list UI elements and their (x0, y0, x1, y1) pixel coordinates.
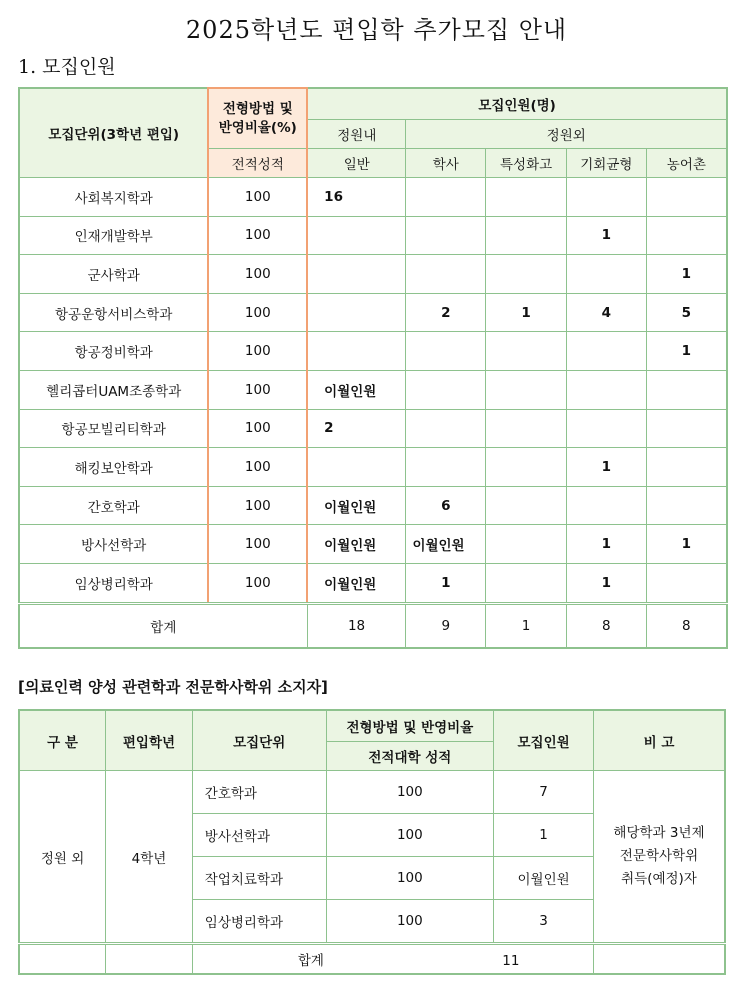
equity-cell: 1 (566, 216, 646, 255)
rural-cell: 1 (646, 255, 727, 294)
table-row (19, 255, 727, 294)
section-heading-quota: 1. 모집인원 (18, 56, 116, 78)
rural-cell (646, 178, 727, 217)
header-note: 비 고 (593, 710, 725, 771)
total-label: 합계 (19, 603, 307, 648)
general-cell: 2 (307, 409, 406, 448)
general-cell: 16 (307, 178, 406, 217)
vocational-cell (486, 525, 567, 564)
note-cell (593, 771, 725, 944)
quota-cell: 3 (494, 900, 594, 944)
unit-cell: 군사학과 (19, 255, 208, 294)
header-method-sub: 전적대학 성적 (326, 742, 494, 771)
unit-cell: 인재개발학부 (19, 216, 208, 255)
total-label: 합계 (297, 953, 324, 969)
unit-cell: 헬리콥터UAM조종학과 (19, 370, 208, 409)
ratio-cell: 100 (208, 448, 307, 487)
equity-cell: 1 (566, 563, 646, 603)
table-row (19, 409, 727, 448)
unit-cell: 간호학과 (19, 486, 208, 525)
ratio-cell: 100 (208, 216, 307, 255)
ratio-cell: 100 (208, 563, 307, 603)
category-cell: 정원 외 (19, 771, 106, 944)
vocational-cell (486, 563, 567, 603)
total-vocational: 1 (486, 603, 567, 648)
rural-cell (646, 370, 727, 409)
quota-cell: 이월인원 (494, 857, 594, 900)
general-cell (307, 448, 406, 487)
bachelor-cell: 이월인원 (406, 525, 486, 564)
table-row (19, 293, 727, 332)
total-empty (19, 944, 106, 975)
header-category: 구 분 (19, 710, 106, 771)
bachelor-cell (406, 216, 486, 255)
equity-cell (566, 255, 646, 294)
grade-cell: 4학년 (106, 771, 193, 944)
general-cell: 이월인원 (307, 563, 406, 603)
ratio-cell: 100 (326, 814, 494, 857)
total-general: 18 (307, 603, 406, 648)
quota-cell: 7 (494, 771, 594, 814)
table-row (19, 332, 727, 371)
general-cell: 이월인원 (307, 525, 406, 564)
unit-cell: 간호학과 (192, 771, 326, 814)
header-inner: 정원내 (307, 120, 406, 149)
equity-cell: 1 (566, 525, 646, 564)
bachelor-cell (406, 178, 486, 217)
header-grade: 편입학년 (106, 710, 193, 771)
unit-cell: 작업치료학과 (192, 857, 326, 900)
note-line: 해당학과 3년제 (613, 825, 705, 842)
header-col-general: 일반 (307, 149, 406, 178)
vocational-cell (486, 370, 567, 409)
general-cell (307, 255, 406, 294)
total-row-cell (192, 944, 593, 975)
rural-cell: 1 (646, 525, 727, 564)
header-col-bachelor: 학사 (406, 149, 486, 178)
total-quota: 11 (502, 953, 520, 969)
unit-cell: 임상병리학과 (192, 900, 326, 944)
bachelor-cell: 2 (406, 293, 486, 332)
note-line: 전문학사학위 (619, 848, 699, 865)
header-col-equity: 기회균형 (566, 149, 646, 178)
bachelor-cell: 6 (406, 486, 486, 525)
table-row (19, 216, 727, 255)
header-quota: 모집인원(명) (307, 88, 727, 120)
vocational-cell (486, 332, 567, 371)
table-row (19, 563, 727, 603)
header-col-vocational: 특성화고 (486, 149, 567, 178)
vocational-cell (486, 448, 567, 487)
equity-cell (566, 370, 646, 409)
unit-cell: 방사선학과 (19, 525, 208, 564)
ratio-cell: 100 (208, 409, 307, 448)
rural-cell: 1 (646, 332, 727, 371)
header-method-sub: 전적성적 (208, 149, 307, 178)
unit-cell: 항공모빌리티학과 (19, 409, 208, 448)
total-equity: 8 (566, 603, 646, 648)
bachelor-cell (406, 255, 486, 294)
unit-cell: 항공정비학과 (19, 332, 208, 371)
header-outer: 정원외 (406, 120, 727, 149)
ratio-cell: 100 (208, 178, 307, 217)
table-row (19, 525, 727, 564)
header-unit: 모집단위(3학년 편입) (19, 88, 208, 178)
section-heading-medical: [의료인력 양성 관련학과 전문학사학위 소지자] (18, 678, 328, 696)
equity-cell (566, 178, 646, 217)
total-empty (106, 944, 193, 975)
header-unit: 모집단위 (192, 710, 326, 771)
equity-cell (566, 409, 646, 448)
ratio-cell: 100 (208, 332, 307, 371)
general-cell: 이월인원 (307, 370, 406, 409)
page-title: 2025학년도 편입학 추가모집 안내 (185, 16, 568, 44)
ratio-cell: 100 (326, 771, 494, 814)
total-bachelor: 9 (406, 603, 486, 648)
vocational-cell (486, 409, 567, 448)
unit-cell: 사회복지학과 (19, 178, 208, 217)
vocational-cell (486, 486, 567, 525)
total-row (19, 603, 727, 648)
vocational-cell (486, 255, 567, 294)
vocational-cell: 1 (486, 293, 567, 332)
unit-cell: 항공운항서비스학과 (19, 293, 208, 332)
bachelor-cell: 1 (406, 563, 486, 603)
medical-quota-table (18, 709, 726, 975)
general-cell (307, 216, 406, 255)
ratio-cell: 100 (208, 255, 307, 294)
rural-cell (646, 563, 727, 603)
rural-cell: 5 (646, 293, 727, 332)
vocational-cell (486, 216, 567, 255)
header-method: 전형방법 및 반영비율(%) (208, 88, 307, 149)
ratio-cell: 100 (326, 857, 494, 900)
rural-cell (646, 448, 727, 487)
equity-cell: 4 (566, 293, 646, 332)
quota-cell: 1 (494, 814, 594, 857)
vocational-cell (486, 178, 567, 217)
equity-cell (566, 486, 646, 525)
ratio-cell: 100 (208, 293, 307, 332)
ratio-cell: 100 (208, 525, 307, 564)
ratio-cell: 100 (208, 486, 307, 525)
rural-cell (646, 409, 727, 448)
total-rural: 8 (646, 603, 727, 648)
general-cell: 이월인원 (307, 486, 406, 525)
header-method: 전형방법 및 반영비율 (326, 710, 494, 742)
ratio-cell: 100 (326, 900, 494, 944)
quota-table (18, 87, 728, 649)
header-quota: 모집인원 (494, 710, 594, 771)
total-empty (593, 944, 725, 975)
bachelor-cell (406, 332, 486, 371)
unit-cell: 방사선학과 (192, 814, 326, 857)
ratio-cell: 100 (208, 370, 307, 409)
bachelor-cell (406, 370, 486, 409)
rural-cell (646, 216, 727, 255)
bachelor-cell (406, 409, 486, 448)
rural-cell (646, 486, 727, 525)
general-cell (307, 332, 406, 371)
unit-cell: 해킹보안학과 (19, 448, 208, 487)
bachelor-cell (406, 448, 486, 487)
table-row (19, 178, 727, 217)
note-line: 취득(예정)자 (621, 870, 697, 887)
table-row (19, 448, 727, 487)
header-col-rural: 농어촌 (646, 149, 727, 178)
equity-cell (566, 332, 646, 371)
table-row (19, 370, 727, 409)
general-cell (307, 293, 406, 332)
table-row (19, 486, 727, 525)
equity-cell: 1 (566, 448, 646, 487)
unit-cell: 임상병리학과 (19, 563, 208, 603)
